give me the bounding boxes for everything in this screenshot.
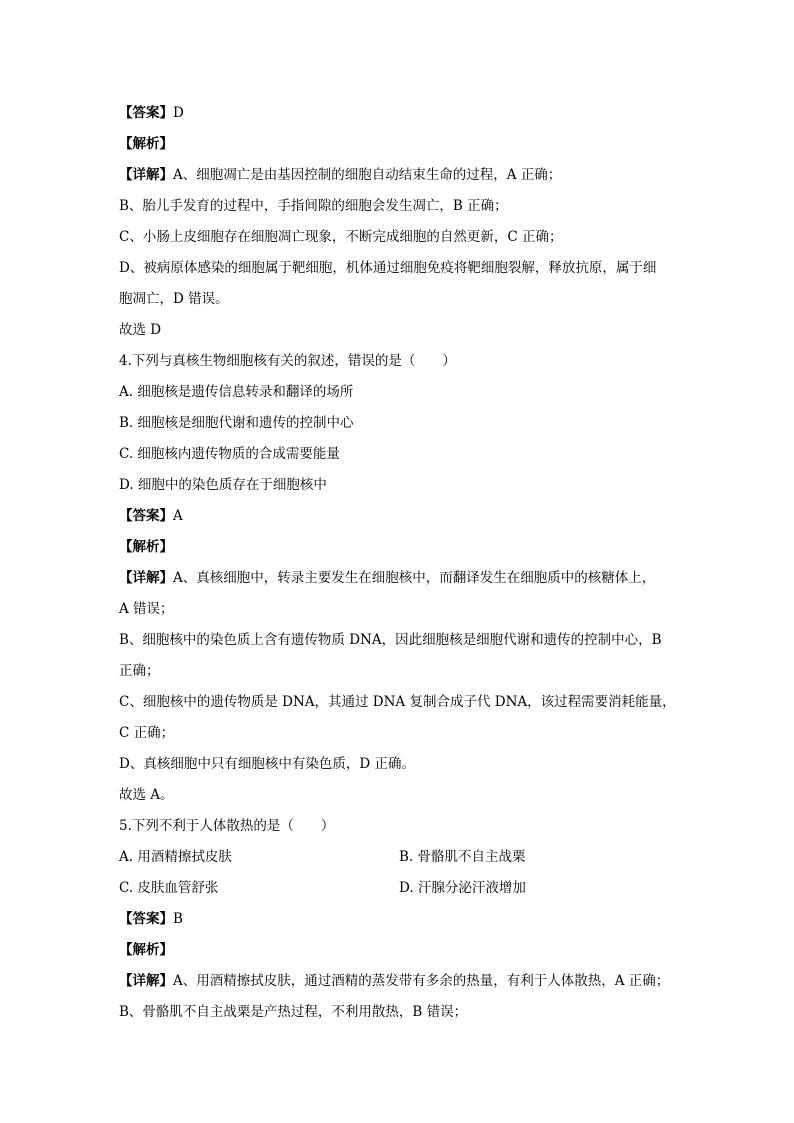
q4-detail-a1: 【详解】A、真核细胞中，转录主要发生在细胞核中，而翻译发生在细胞质中的核糖体上， [119,570,656,586]
prev-analysis-label: 【解析】 [119,136,173,152]
q4-detail-a2: A 错误； [119,601,174,617]
prev-detail-b: B、胎儿手发育的过程中，手指间隙的细胞会发生凋亡，B 正确； [119,198,508,214]
q5-stem: 5.下列不利于人体散热的是（ ） [119,818,335,834]
q4-detail-b1: B、细胞核中的染色质上含有遗传物质 DNA，因此细胞核是细胞代谢和遗传的控制中心，B [119,632,662,648]
prev-conclusion: 故选 D [119,322,162,338]
prev-detail-d1: D、被病原体感染的细胞属于靶细胞，机体通过细胞免疫将靶细胞裂解，释放抗原，属于细 [119,260,657,276]
q5-option-d: D. 汗腺分泌汗液增加 [399,880,526,896]
q4-detail-b2: 正确； [119,663,160,679]
q4-detail-d: D、真核细胞中只有细胞核中有染色质，D 正确。 [119,756,415,772]
q5-option-c: C. 皮肤血管舒张 [119,880,219,896]
q5-option-b: B. 骨骼肌不自主战栗 [399,849,526,865]
document-body [119,98,679,1028]
q4-option-a: A. 细胞核是遗传信息转录和翻译的场所 [119,384,354,400]
q5-detail-b: B、骨骼肌不自主战栗是产热过程，不利用散热，B 错误； [119,1004,468,1020]
q4-option-b: B. 细胞核是细胞代谢和遗传的控制中心 [119,415,354,431]
q4-option-c: C. 细胞核内遗传物质的合成需要能量 [119,446,340,462]
prev-detail-c: C、小肠上皮细胞存在细胞凋亡现象，不断完成细胞的自然更新，C 正确； [119,229,563,245]
q5-options-row-1 [119,842,679,873]
prev-detail-a: 【详解】A、细胞凋亡是由基因控制的细胞自动结束生命的过程，A 正确； [119,167,562,183]
prev-answer-line: 【答案】D [119,105,184,121]
q5-detail-a: 【详解】A、用酒精擦拭皮肤，通过酒精的蒸发带有多余的热量，有利于人体散热，A 正确； [119,973,670,989]
q5-analysis-label: 【解析】 [119,942,173,958]
q4-detail-c2: C 正确； [119,725,175,741]
q4-answer-line: 【答案】A [119,508,183,524]
q4-conclusion: 故选 A。 [119,787,174,803]
q4-detail-c1: C、细胞核中的遗传物质是 DNA，其通过 DNA 复制合成子代 DNA，该过程需要消耗能量， [119,694,676,710]
prev-detail-d2: 胞凋亡，D 错误。 [119,291,229,307]
q4-stem: 4.下列与真核生物细胞核有关的叙述，错误的是（ ） [119,353,456,369]
q5-option-a: A. 用酒精擦拭皮肤 [119,849,232,865]
q4-analysis-label: 【解析】 [119,539,173,555]
q5-options-row-2 [119,873,679,904]
q5-answer-line: 【答案】B [119,911,183,927]
q4-option-d: D. 细胞中的染色质存在于细胞核中 [119,477,327,493]
